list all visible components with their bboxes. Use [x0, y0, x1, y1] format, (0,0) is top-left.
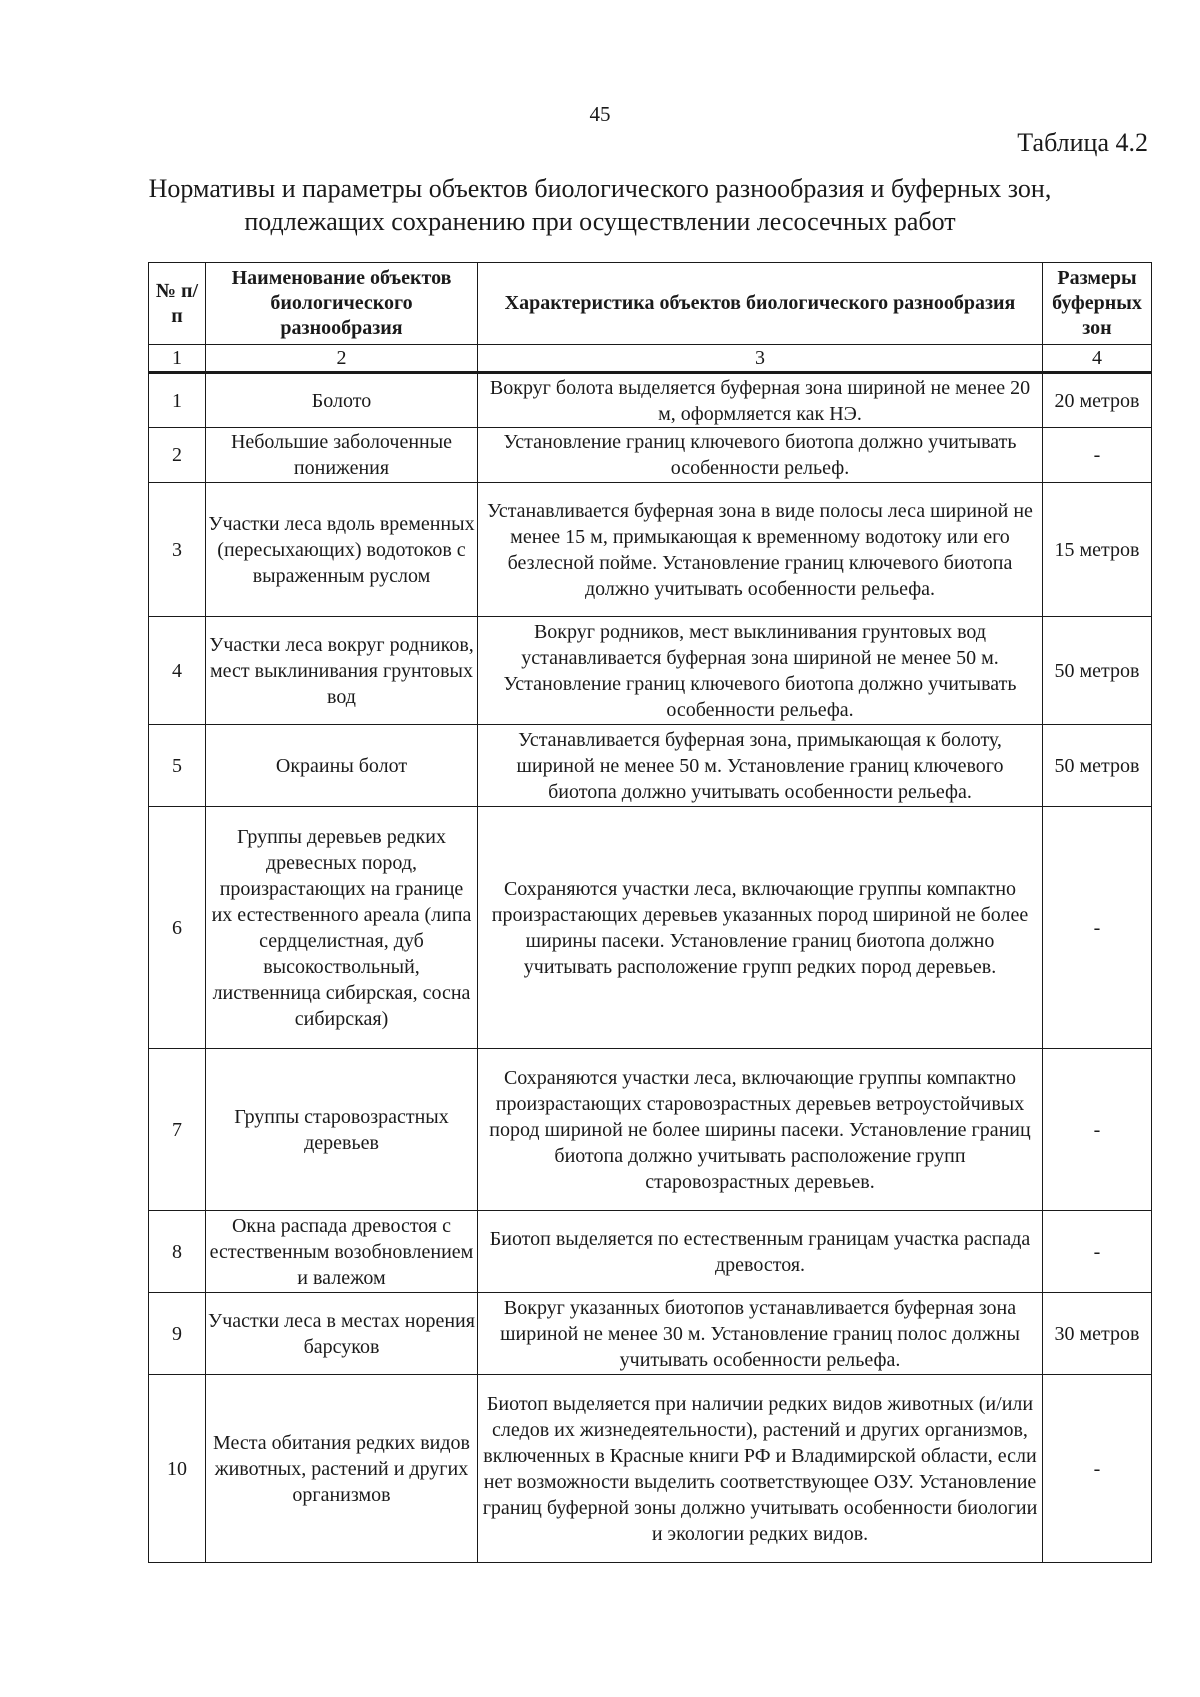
row-num: 5	[149, 725, 206, 807]
row-characteristic: Сохраняются участки леса, включающие группы компактно произрастающих деревьев указанных пород шириной не более ширины пасеки. Установление границ биотопа должно учитывать расположение групп редких пород деревьев.	[478, 807, 1043, 1049]
row-buffer: 50 метров	[1043, 617, 1152, 725]
row-name: Группы старовозрастных деревьев	[206, 1049, 478, 1211]
header-characteristic: Характеристика объектов биологического разнообразия	[478, 263, 1043, 345]
row-buffer: 20 метров	[1043, 373, 1152, 428]
row-characteristic: Вокруг указанных биотопов устанавливается буферная зона шириной не менее 30 м. Установление границ полос должны учитывать особенности рельефа.	[478, 1293, 1043, 1375]
column-number-row	[149, 345, 1152, 373]
row-buffer: 50 метров	[1043, 725, 1152, 807]
column-number: 3	[478, 345, 1043, 373]
table-row	[149, 428, 1152, 483]
row-characteristic: Биотоп выделяется при наличии редких видов животных (и/или следов их жизнедеятельности), растений и других организмов, включенных в Красные книги РФ и Владимирской области, если нет возможности выделить соответствующее ОЗУ. Установление границ буферной зоны должно учитывать особенности биологии и экологии редких видов.	[478, 1375, 1043, 1563]
row-name: Болото	[206, 373, 478, 428]
row-num: 1	[149, 373, 206, 428]
table-row	[149, 1049, 1152, 1211]
row-characteristic: Устанавливается буферная зона в виде полосы леса шириной не менее 15 м, примыкающая к временному водотоку или его безлесной пойме. Установление границ ключевого биотопа должно учитывать особенности рельефа.	[478, 483, 1043, 617]
row-num: 2	[149, 428, 206, 483]
row-num: 6	[149, 807, 206, 1049]
table-label: Таблица 4.2	[1017, 128, 1148, 157]
title-line-1: Нормативы и параметры объектов биологического разнообразия и буферных зон,	[148, 174, 1052, 203]
row-characteristic: Вокруг родников, мест выклинивания грунтовых вод устанавливается буферная зона шириной не менее 50 м. Установление границ ключевого биотопа должно учитывать особенности рельефа.	[478, 617, 1043, 725]
row-characteristic: Установление границ ключевого биотопа должно учитывать особенности рельеф.	[478, 428, 1043, 483]
row-characteristic: Вокруг болота выделяется буферная зона шириной не менее 20 м, оформляется как НЭ.	[478, 373, 1043, 428]
table-row	[149, 617, 1152, 725]
page-number: 45	[589, 102, 611, 126]
row-characteristic: Устанавливается буферная зона, примыкающая к болоту, шириной не менее 50 м. Установление границ ключевого биотопа должно учитывать особенности рельефа.	[478, 725, 1043, 807]
table-row	[149, 807, 1152, 1049]
row-name: Участки леса в местах норения барсуков	[206, 1293, 478, 1375]
row-buffer: -	[1043, 428, 1152, 483]
column-number: 1	[149, 345, 206, 373]
row-name: Группы деревьев редких древесных пород, произрастающих на границе их естественного ареала (липа сердцелистная, дуб высокоствольный, лиственница сибирская, сосна сибирская)	[206, 807, 478, 1049]
table-row	[149, 1211, 1152, 1293]
title-line-2: подлежащих сохранению при осуществлении лесосечных работ	[244, 207, 956, 236]
row-characteristic: Сохраняются участки леса, включающие группы компактно произрастающих старовозрастных деревьев ветроустойчивых пород шириной не более ширины пасеки. Установление границ биотопа должно учитывать расположение групп старовозрастных деревьев.	[478, 1049, 1043, 1211]
row-num: 9	[149, 1293, 206, 1375]
table-row	[149, 725, 1152, 807]
biodiversity-norms-table	[148, 262, 1152, 1563]
row-name: Участки леса вокруг родников, мест выклинивания грунтовых вод	[206, 617, 478, 725]
header-num: № п/п	[149, 263, 206, 345]
table-row	[149, 1293, 1152, 1375]
table-row	[149, 373, 1152, 428]
row-buffer: -	[1043, 1211, 1152, 1293]
row-num: 7	[149, 1049, 206, 1211]
row-buffer: 15 метров	[1043, 483, 1152, 617]
column-number: 4	[1043, 345, 1152, 373]
row-name: Окна распада древостоя с естественным возобновлением и валежом	[206, 1211, 478, 1293]
column-number: 2	[206, 345, 478, 373]
row-name: Участки леса вдоль временных (пересыхающих) водотоков с выраженным руслом	[206, 483, 478, 617]
table-row	[149, 1375, 1152, 1563]
row-name: Окраины болот	[206, 725, 478, 807]
row-buffer: -	[1043, 1375, 1152, 1563]
row-num: 3	[149, 483, 206, 617]
header-name: Наименование объектов биологического разнообразия	[206, 263, 478, 345]
row-name: Небольшие заболоченные понижения	[206, 428, 478, 483]
row-buffer: -	[1043, 1049, 1152, 1211]
row-num: 8	[149, 1211, 206, 1293]
document-title	[60, 172, 1140, 238]
row-buffer: 30 метров	[1043, 1293, 1152, 1375]
table-row	[149, 483, 1152, 617]
row-num: 10	[149, 1375, 206, 1563]
row-characteristic: Биотоп выделяется по естественным границам участка распада древостоя.	[478, 1211, 1043, 1293]
row-name: Места обитания редких видов животных, растений и других организмов	[206, 1375, 478, 1563]
row-num: 4	[149, 617, 206, 725]
header-row	[149, 263, 1152, 345]
row-buffer: -	[1043, 807, 1152, 1049]
header-buffer: Размеры буферных зон	[1043, 263, 1152, 345]
